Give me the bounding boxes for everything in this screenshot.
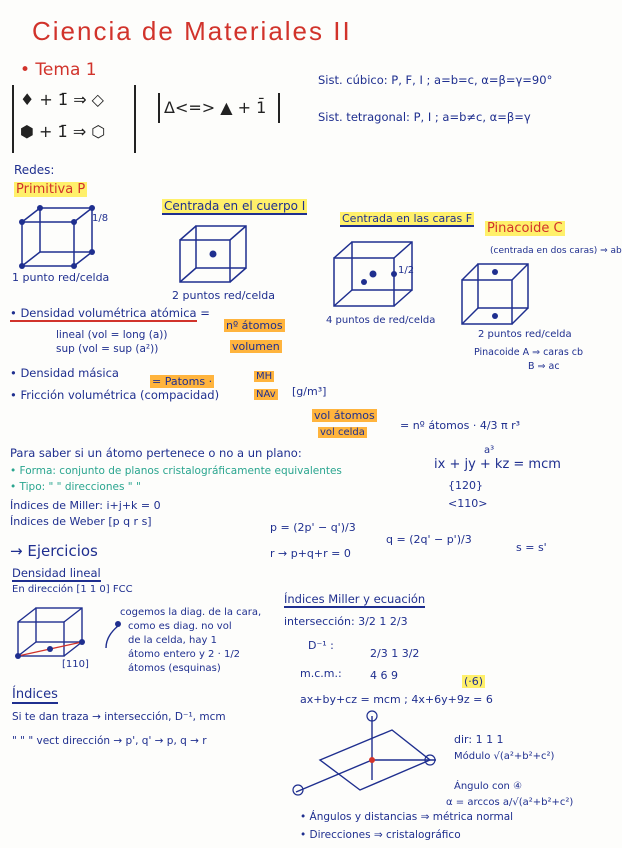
pinacoide-note: (centrada en dos caras) ⇒ ab [490,246,622,256]
cuerpo-count: 2 puntos red/celda [172,289,276,302]
direcciones-text: • Direcciones ⇒ cristalográfico [300,829,461,841]
lineal-note-2: como es diag. no vol [128,621,232,632]
miller-text: Índices de Miller: i+j+k = 0 [10,499,161,512]
friccion-formula: = nº átomos · 4/3 π r³ [400,419,521,432]
tipo-text: • Tipo: " " direcciones " " [10,481,141,493]
densidad-masica-label: • Densidad másica [10,366,119,380]
lineal-note-5: átomos (esquinas) [128,663,221,674]
plane-equation: ix + jy + kz = mcm [434,457,561,472]
miller-heading: Índices Miller y ecuación [284,592,426,606]
s-equation: s = s' [516,541,547,554]
cubic-system: Sist. cúbico: P, F, I ; a=b=c, α=β=γ=90° [318,73,553,87]
caras-count: 4 puntos de red/celda [326,315,436,326]
p-equation: p = (2p' − q')/3 [270,521,356,534]
tetragonal-system: Sist. tetragonal: P, I ; a=b≠c, α=β=γ [318,110,531,124]
page-title: Ciencia de Materiales II [32,16,352,46]
primitiva-fraction: 1/8 [92,213,109,224]
densidad-vol-den: volumen [232,340,280,353]
caras-fraction: 1/2 [398,265,415,276]
ejercicios-heading: → Ejercicios [10,542,98,560]
indices-line-1: Si te dan traza → intersección, D⁻¹, mcm [12,711,226,723]
interseccion-text: intersección: 3/2 1 2/3 [284,615,408,628]
rule-hexagon: ⬢ + 1̄ ⇒ ⬡ [20,122,106,141]
tema-label: • Tema 1 [20,60,97,80]
r-equation: r → p+q+r = 0 [270,547,351,560]
direccion-text: En dirección [1 1 0] FCC [12,584,133,595]
densidad-vol-num: nº átomos [226,319,283,332]
forma-text: • Forma: conjunto de planos cristalográficamente equivalentes [10,465,342,477]
pinacoide-extra: Pinacoide A ⇒ caras cb [474,347,584,358]
pinacoide-extra2: B ⇒ ac [528,361,560,372]
indices-line-2: " " " vect dirección → p', q' → p, q → r [12,735,207,747]
pertenece-text: Para saber si un átomo pertenece o no a un plano: [10,446,302,460]
tipo-symbol: <110> [448,497,488,510]
dir-label: [110] [62,659,89,670]
weber-text: Índices de Weber [p q r s] [10,515,152,528]
nav-label: NAv [256,389,276,400]
q-equation: q = (2q' − p')/3 [386,533,472,546]
mcm-label: m.c.m.: [300,667,342,680]
modulo-text: Módulo √(a²+b²+c²) [454,751,555,762]
densidad-vol-label: • Densidad volumétrica atómica = [10,306,210,320]
dir-text: dir: 1 1 1 [454,733,504,746]
primitiva-heading: Primitiva P [16,182,86,197]
densidad-masica-eq: = Patoms · [152,375,213,388]
redes-label: Redes: [14,163,55,177]
mh-label: MH [256,371,273,382]
densidad-lineal: lineal (vol = long (a)) [56,329,168,341]
forma-symbol: {120} [448,479,483,492]
inverse-values: 2/3 1 3/2 [370,647,420,660]
friccion-label: • Fricción volumétrica (compacidad) [10,388,220,402]
indices-heading: Índices [12,687,58,702]
pinacoide-count: 2 puntos red/celda [478,329,572,340]
cuerpo-heading: Centrada en el cuerpo I [164,199,306,213]
densidad-sup: sup (vol = sup (a²)) [56,343,159,355]
mcm-values: 4 6 9 [370,669,398,682]
friccion-num: vol átomos [314,409,375,422]
ecuacion-text: ax+by+cz = mcm ; 4x+6y+9z = 6 [300,693,493,706]
friccion-a3: a³ [484,445,495,456]
units-label: [g/m³] [292,385,327,398]
inverse-label: D⁻¹ : [308,639,334,652]
lineal-note-3: de la celda, hay 1 [128,635,217,646]
rule-inversion: Δ<=> ▲ + 1̄ [164,98,267,117]
angulo-text: Ángulo con ④ [454,781,523,792]
alpha-text: α = arccos a/√(a²+b²+c²) [446,797,574,808]
primitiva-count: 1 punto red/celda [12,271,110,284]
friccion-den: vol celda [320,427,365,438]
caras-heading: Centrada en las caras F [342,212,473,225]
mcm-factor: (·6) [464,675,484,688]
pinacoide-heading: Pinacoide C [487,221,563,236]
lineal-note-1: cogemos la diag. de la cara, [120,607,262,618]
angulos-distancias: • Ángulos y distancias ⇒ métrica normal [300,811,514,823]
lineal-note-4: átomo entero y 2 · 1/2 [128,649,241,660]
rule-diamond: ♦ + 1̄ ⇒ ◇ [20,90,104,109]
densidad-lineal-heading: Densidad lineal [12,566,101,580]
